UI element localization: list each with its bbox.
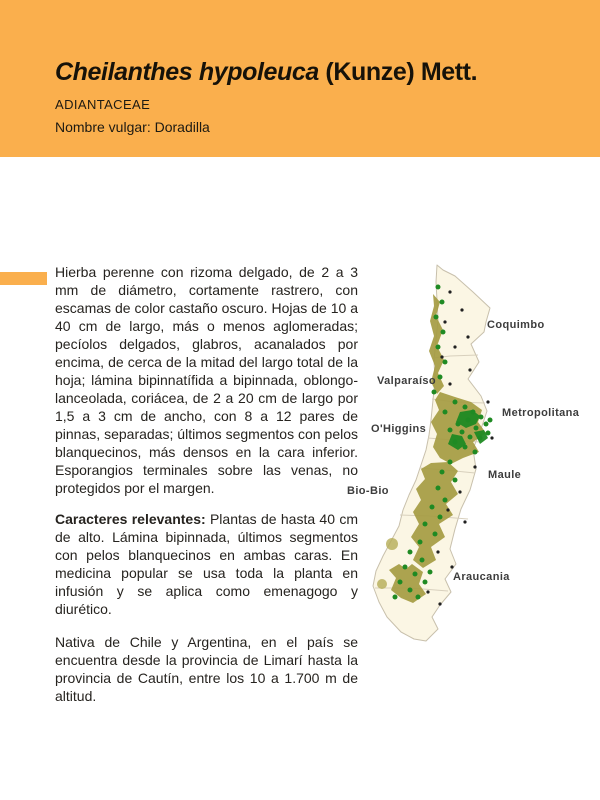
family-name: ADIANTACEAE: [55, 97, 151, 112]
description-column: [55, 263, 358, 705]
map-label-coquimbo: Coquimbo: [487, 319, 545, 331]
map-label-metropolitana: Metropolitana: [502, 407, 580, 419]
characters-label: Caracteres relevantes:: [55, 511, 206, 527]
common-name: Nombre vulgar: Doradilla: [55, 119, 210, 135]
map-label-valpara-so: Valparaíso: [377, 375, 437, 387]
distribution-map: [340, 252, 600, 672]
map-label-bio-bio: Bio-Bio: [347, 485, 389, 497]
map-label-maule: Maule: [488, 469, 522, 481]
header-band: [0, 0, 600, 157]
paragraph-characters: [55, 510, 358, 618]
paragraph-description: Hierba perenne con rizoma delgado, de 2 a 3 mm de diámetro, cortamente rastrero, con escamas de color castaño oscuro. Hojas de 10 a 40 cm de largo, más o menos aglomeradas; pecíolos delgados, glabros, acanalados por encima, de cerca de la mitad del largo total de la hoja; lámina bipinnatífida a bipinnada, oblongo-lanceolada, coriácea, de 2 a 20 cm de largo por 1,5 a 3 cm de ancho, con 8 a 12 pares de pinnas, separadas; últimos segmentos con pelos blanquecinos, más densos en la cara inferior. Esporangios terminales sobre las venas, no protegidos por el margen.: [55, 264, 358, 496]
map-label-araucania: Araucania: [453, 571, 510, 583]
species-authority: (Kunze) Mett.: [318, 58, 478, 86]
species-title: [55, 58, 477, 87]
paragraph-marker-bar: [0, 272, 47, 285]
species-name: Cheilanthes hypoleuca: [55, 58, 319, 86]
map-label-o-higgins: O'Higgins: [371, 423, 427, 435]
chile-map-graphic: [340, 252, 600, 672]
characters-text: Plantas de hasta 40 cm de alto. Lámina bipinnada, últimos segmentos con pelos blanquecinos en ambas caras. En medicina popular se usa toda la planta en infusión y se aplica como emenagogo y diurético.: [55, 511, 358, 617]
paragraph-distribution: Nativa de Chile y Argentina, en el país se encuentra desde la provincia de Limarí hasta la provincia de Cautín, entre los 10 a 1.700 m de altitud.: [55, 634, 358, 704]
